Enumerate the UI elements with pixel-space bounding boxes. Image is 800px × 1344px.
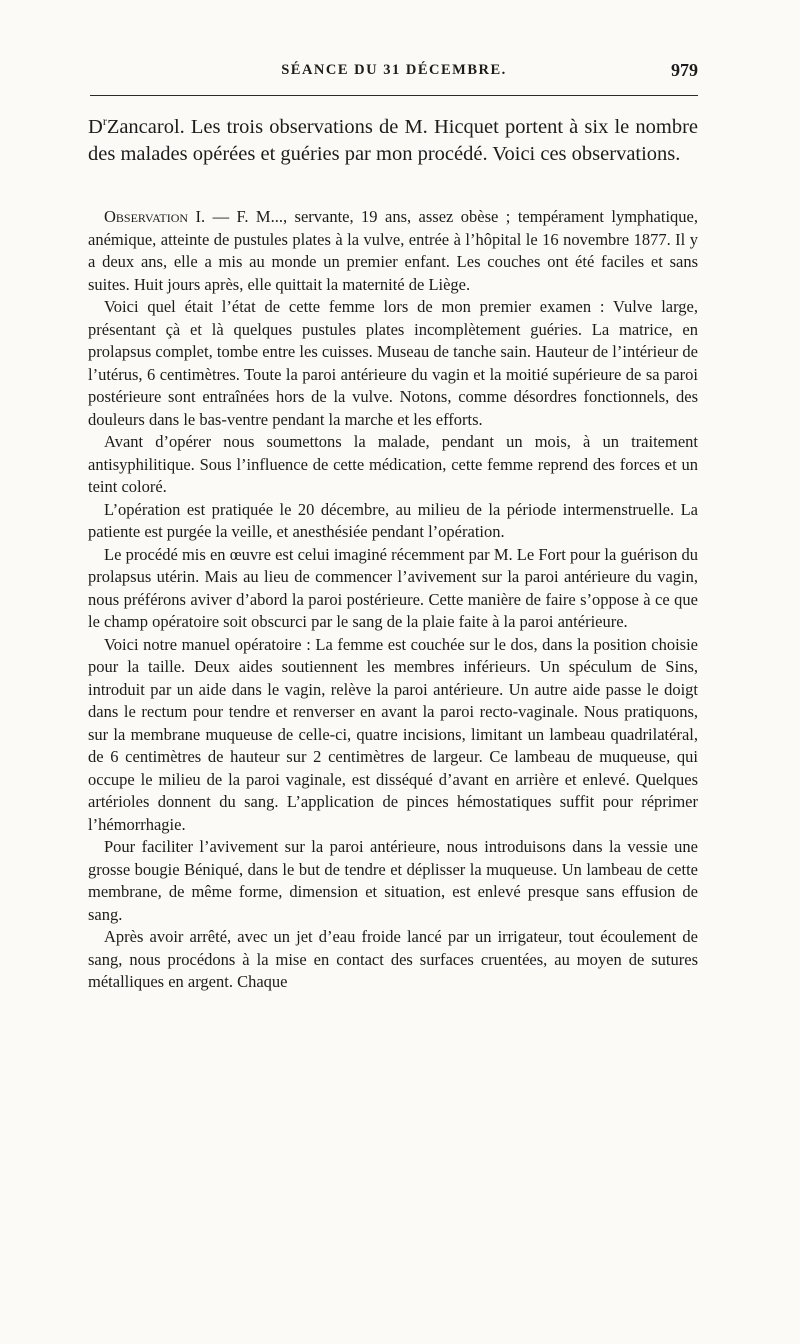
- paragraph: Avant d’opérer nous soumettons la malade, pendant un mois, à un traitement antisyphilitique. Sous l’influence de cette médication, cette femme reprend des forces et un teint coloré.: [88, 432, 698, 496]
- intro-paragraph: [88, 114, 698, 167]
- observation-label: Observation I.: [104, 207, 206, 226]
- paragraph: Après avoir arrêté, avec un jet d’eau froide lancé par un irrigateur, tout écoulement de sang, nous procédons à la mise en contact des surfaces cruentées, au moyen de sutures métalliques en argent. Chaque: [88, 927, 698, 991]
- intro-text: Zancarol. Les trois observations de M. Hicquet portent à six le nombre des malades opérées et guéries par mon procédé. Voici ces observations.: [88, 116, 698, 165]
- paragraph: Voici notre manuel opératoire : La femme est couchée sur le dos, dans la position choisie pour la taille. Deux aides soutiennent les membres inférieurs. Un spéculum de Sins, introduit par un aide dans le vagin, relève la paroi antérieure. Un autre aide passe le doigt dans le rectum pour tendre et renverser en avant la paroi recto-vaginale. Nous pratiquons, sur la membrane muqueuse de celle-ci, quatre incisions, limitant un lambeau quadrilatéral, de 6 centimètres de hauteur sur 2 centimètres de largeur. Ce lambeau de muqueuse, qui occupe le milieu de la paroi vaginale, est disséqué d’avant en arrière et enlevé. Quelques artérioles donnent du sang. L’application de pinces hémostatiques suffit pour réprimer l’hémorrhagie.: [88, 634, 698, 834]
- paragraph: Pour faciliter l’avivement sur la paroi antérieure, nous introduisons dans la vessie une grosse bougie Béniqué, dans le but de tendre et déplisser la muqueuse. Un lambeau de cette membrane, de même forme, dimension et situation, est enlevé presque sans effusion de sang.: [88, 837, 698, 924]
- observation-text: — F. M..., servante, 19 ans, assez obèse ; tempérament lymphatique, anémique, atteinte de pustules plates à la vulve, entrée à l’hôpital le 16 novembre 1877. Il y a deux ans, elle a mis au monde un premier enfant. Les couches ont été faciles et sans suites. Huit jours après, elle quittait la maternité de Liège.: [88, 207, 698, 294]
- paragraph: Voici quel était l’état de cette femme lors de mon premier examen : Vulve large, présentant çà et là quelques pustules plates incomplètement guéries. La matrice, en prolapsus complet, tombe entre les cuisses. Museau de tanche sain. Hauteur de l’intérieur de l’utérus, 6 centimètres. Toute la paroi antérieure du vagin et la moitié supérieure de sa paroi postérieure sont entraînées hors de la vulve. Notons, comme désordres fonctionnels, des douleurs dans le bas-ventre pendant la marche et les efforts.: [88, 297, 698, 429]
- paragraph: L’opération est pratiquée le 20 décembre, au milieu de la période intermenstruelle. La patiente est purgée la veille, et anesthésiée pendant l’opération.: [88, 499, 698, 541]
- title-abbrev: D: [88, 116, 103, 138]
- running-head: SÉANCE DU 31 DÉCEMBRE.: [281, 62, 507, 78]
- page-number: 979: [671, 60, 698, 80]
- paragraph: Le procédé mis en œuvre est celui imaginé récemment par M. Le Fort pour la guérison du prolapsus utérin. Mais au lieu de commencer l’avivement sur la paroi antérieure du vagin, nous préférons aviver d’abord la paroi postérieure. Cette manière de faire s’oppose à ce que le champ opératoire soit obscurci par le sang de la plaie faite à la paroi antérieure.: [88, 544, 698, 631]
- header-rule: [90, 95, 698, 96]
- observation-paragraph: [88, 206, 698, 296]
- page-header: [90, 60, 698, 84]
- title-superscript: r: [102, 114, 107, 129]
- observation-body: [88, 206, 698, 994]
